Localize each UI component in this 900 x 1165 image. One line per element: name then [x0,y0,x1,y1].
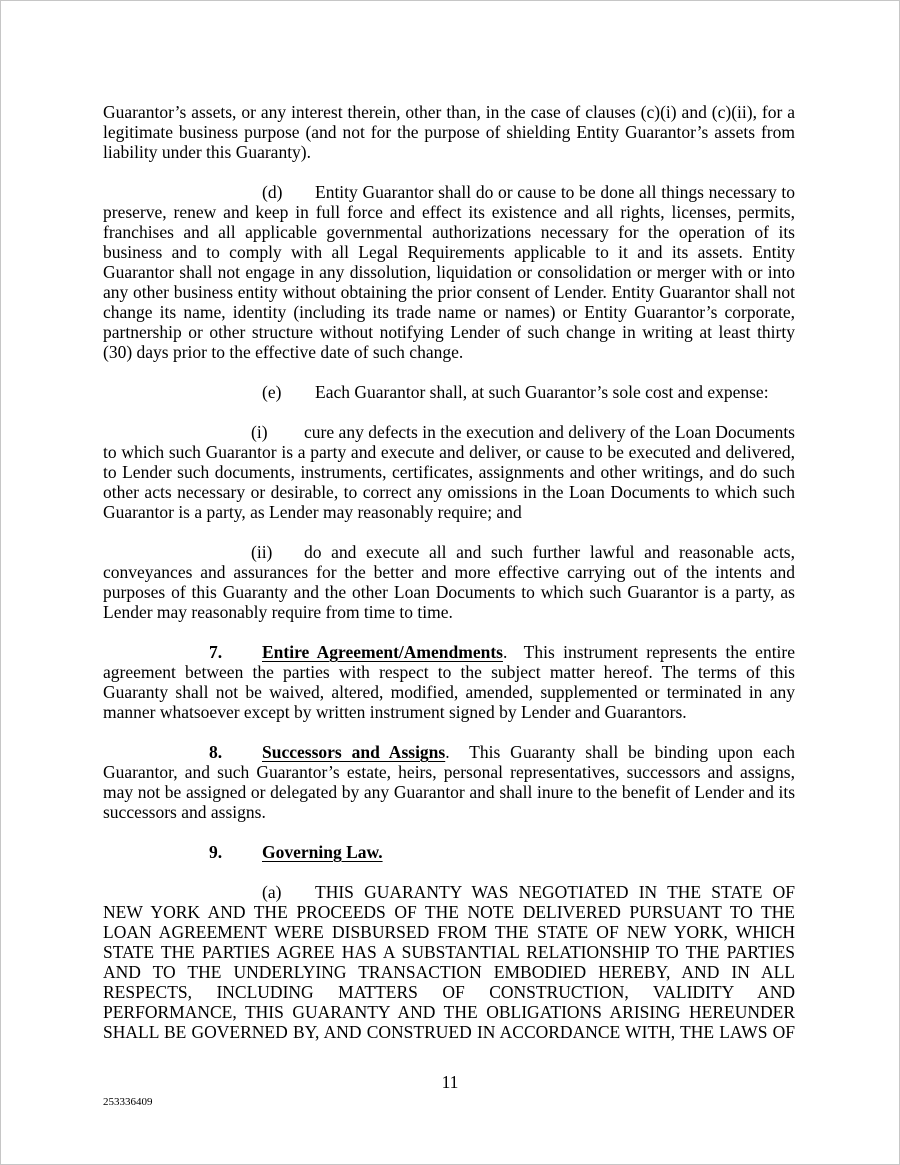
section-7-text: This instrument represents the entire agreement between the parties with respect to the subject matter hereof. The terms of this Guaranty shall not be waived, altered, modified, amended, supplemented or terminated in any manner whatsoever except by written instrument signed by Lender and Guarantors. [103,642,796,722]
section-7 [103,642,795,722]
clause-d [103,182,795,362]
clause-a-text: THIS GUARANTY WAS NEGOTIATED IN THE STATE OF NEW YORK AND THE PROCEEDS OF THE NOTE DELIVERED PURSUANT TO THE LOAN AGREEMENT WERE DISBURSED FROM THE STATE OF NEW YORK, WHICH STATE THE PARTIES AGREE HAS A SUBSTANTIAL RELATIONSHIP TO THE PARTIES AND TO THE UNDERLYING TRANSACTION EMBODIED HEREBY, AND IN ALL RESPECTS, INCLUDING MATTERS OF CONSTRUCTION, VALIDITY AND PERFORMANCE, THIS GUARANTY AND THE OBLIGATIONS ARISING HEREUNDER SHALL BE GOVERNED BY, AND CONSTRUED IN ACCORDANCE WITH, THE LAWS OF [103,882,795,1042]
clause-ii-label: (ii) [251,542,273,562]
section-9-heading: Governing Law. [262,842,383,862]
clause-e-label: (e) [262,382,282,402]
section-8-number: 8. [209,742,223,762]
section-8-separator: . [445,742,470,762]
clause-a [103,882,795,1042]
clause-d-text: Entity Guarantor shall do or cause to be done all things necessary to preserve, renew and keep in full force and effect its existence and all rights, licenses, permits, franchises and all applicable governmental authorizations necessary for the operation of its business and to comply with all Legal Requirements applicable to it and its assets. Entity Guarantor shall not engage in any dissolution, liquidation or consolidation or merger with or into any other business entity without obtaining the prior consent of Lender. Entity Guarantor shall not change its name, identity (including its trade name or names) or Entity Guarantor’s corporate, partnership or other structure without notifying Lender of such change in writing at least thirty (30) days prior to the effective date of such change. [103,182,795,362]
clause-ii [103,542,795,622]
section-8-text: This Guaranty shall be binding upon each Guarantor, and such Guarantor’s estate, heirs, personal representatives, successors and assigns, may not be assigned or delegated by any Guarantor and shall inure to the benefit of Lender and its successors and assigns. [103,742,795,822]
paragraph-continuation: Guarantor’s assets, or any interest therein, other than, in the case of clauses (c)(i) and (c)(ii), for a legitimate business purpose (and not for the purpose of shielding Entity Guarantor’s assets from liability under this Guaranty). [103,102,795,162]
clause-e-text: Each Guarantor shall, at such Guarantor’s sole cost and expense: [315,382,769,402]
section-9 [103,842,795,862]
section-8 [103,742,795,822]
clause-i-text: cure any defects in the execution and delivery of the Loan Documents to which such Guarantor is a party and execute and deliver, or cause to be executed and delivered, to Lender such documents, instruments, certificates, assignments and other writings, and do such other acts necessary or desirable, to correct any omissions in the Loan Documents to which such Guarantor is a party, as Lender may reasonably require; and [103,422,795,522]
section-7-number: 7. [209,642,223,662]
clause-e [103,382,795,402]
section-7-separator: . [502,642,524,662]
page-number: 11 [441,1072,459,1092]
section-9-number: 9. [209,842,223,862]
clause-ii-text: do and execute all and such further lawful and reasonable acts, conveyances and assurances for the better and more effective carrying out of the intents and purposes of this Guaranty and the other Loan Documents to which such Guarantor is a party, as Lender may reasonably require from time to time. [103,542,795,622]
clause-i-label: (i) [251,422,268,442]
clause-a-label: (a) [262,882,282,902]
clause-d-label: (d) [262,182,283,202]
document-id-stamp: 253336409 [103,1096,153,1108]
clause-i [103,422,795,522]
section-7-heading: Entire Agreement/Amendments [262,642,503,662]
section-8-heading: Successors and Assigns [262,742,446,762]
